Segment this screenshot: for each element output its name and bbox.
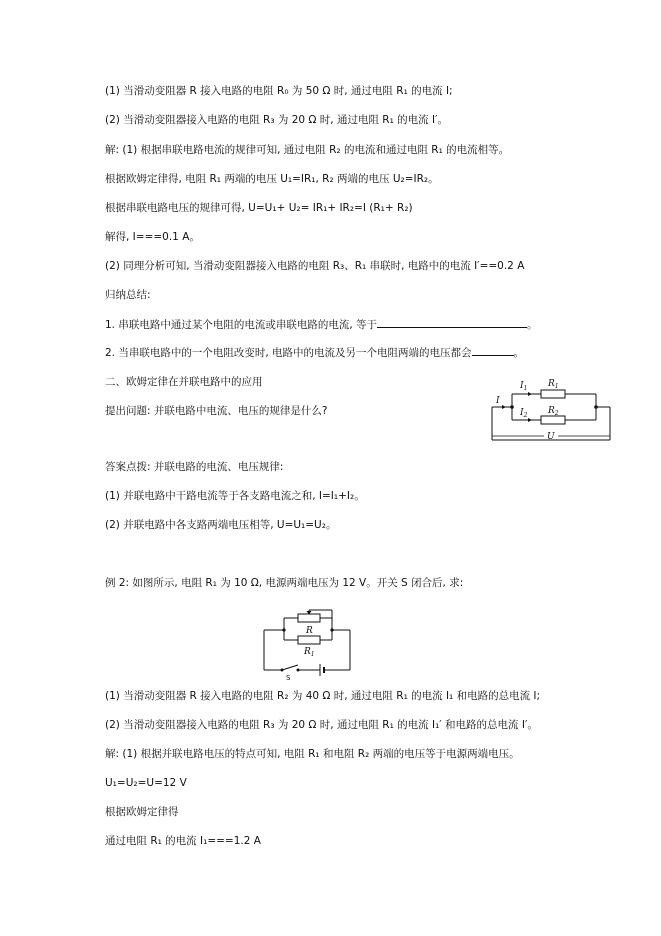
fill-question-2-end: 。 (513, 347, 525, 359)
text-line-9 (105, 317, 538, 332)
answer-blank-1 (377, 317, 527, 328)
section-heading: 二、欧姆定律在并联电路中的应用 (105, 376, 263, 388)
text-line-1: (1) 当滑动变阻器 R 接入电路的电阻 R₀ 为 50 Ω 时, 通过电阻 R₁ 的电流 I; (105, 85, 453, 97)
text-line-20: U₁=U₂=U=12 V (105, 777, 187, 789)
text-line-3: 解: (1) 根据串联电路电流的规律可知, 通过电阻 R₂ 的电流和通过电阻 R₁ 的电流相等。 (105, 144, 510, 156)
text-line-18: (2) 当滑动变阻器接入电路的电阻 R₃ 为 20 Ω 时, 通过电阻 R₁ 的电流 I₁′ 和电路的总电流 I′。 (105, 719, 538, 731)
label-I2 (519, 408, 528, 419)
label-I1 (519, 381, 527, 392)
label-R2-main: R (548, 406, 555, 416)
label-R2 (547, 406, 559, 417)
text-line-6: 解得, I===0.1 A。 (105, 231, 200, 243)
label-I2-main: I (520, 408, 524, 418)
label-I1-main: I (520, 381, 524, 391)
text-line-8: 归纳总结: (105, 289, 151, 301)
label-I: I (496, 396, 500, 406)
label-R1 (547, 379, 559, 390)
label-I1-sub: 1 (523, 385, 528, 392)
text-line-10 (105, 345, 524, 360)
label-R1-main: R (548, 379, 555, 389)
fill-question-2: 2. 当串联电路中的一个电阻改变时, 电路中的电流及另一个电阻两端的电压都会 (105, 347, 472, 359)
example-2-heading: 例 2: 如图所示, 电阻 R₁ 为 10 Ω, 电源两端电压为 12 V。开关 S 闭合后, 求: (105, 577, 464, 589)
label-R1-sub: 1 (310, 651, 315, 658)
parallel-circuit-diagram (488, 374, 618, 446)
text-line-5: 根据串联电路电压的规律可得, U=U₁+ U₂= IR₁+ IR₂=I (R₁+ R₂) (105, 202, 413, 214)
text-line-15: (2) 并联电路中各支路两端电压相等, U=U₁=U₂。 (105, 519, 337, 531)
text-line-19: 解: (1) 根据并联电路电压的特点可知, 电阻 R₁ 和电阻 R₂ 两端的电压等于电源两端电压。 (105, 748, 520, 760)
fill-question-1-end: 。 (527, 319, 538, 331)
text-line-13: 答案点拨: 并联电路的电流、电压规律: (105, 461, 284, 473)
label-R: R (306, 626, 313, 636)
example-2-circuit-diagram (258, 604, 358, 680)
label-U: U (547, 432, 555, 442)
label-R2-sub: 2 (554, 410, 559, 417)
label-I2-sub: 2 (523, 412, 528, 419)
text-line-22: 通过电阻 R₁ 的电流 I₁===1.2 A (105, 835, 261, 847)
label-R1 (303, 647, 315, 658)
text-line-2: (2) 当滑动变阻器接入电路的电阻 R₃ 为 20 Ω 时, 通过电阻 R₁ 的电流 I′。 (105, 114, 448, 126)
text-line-4: 根据欧姆定律得, 电阻 R₁ 两端的电压 U₁=IR₁, R₂ 两端的电压 U₂=IR₂。 (105, 173, 439, 185)
text-line-17: (1) 当滑动变阻器 R 接入电路的电阻 R₂ 为 40 Ω 时, 通过电阻 R₁ 的电流 I₁ 和电路的总电流 I; (105, 690, 541, 702)
label-R1-main: R (304, 647, 311, 657)
answer-blank-2 (472, 345, 514, 356)
label-R1-sub: 1 (554, 383, 559, 390)
text-line-7: (2) 同理分析可知, 当滑动变阻器接入电路的电阻 R₃、R₁ 串联时, 电路中的电流 I′==0.2 A (105, 260, 525, 272)
fill-question-1: 1. 串联电路中通过某个电阻的电流或串联电路的电流, 等于 (105, 319, 378, 331)
text-line-21: 根据欧姆定律得 (105, 806, 179, 818)
text-line-12: 提出问题: 并联电路中电流、电压的规律是什么? (105, 405, 328, 417)
text-line-14: (1) 并联电路中干路电流等于各支路电流之和, I=I₁+I₂。 (105, 490, 365, 502)
label-S: S (286, 674, 291, 680)
